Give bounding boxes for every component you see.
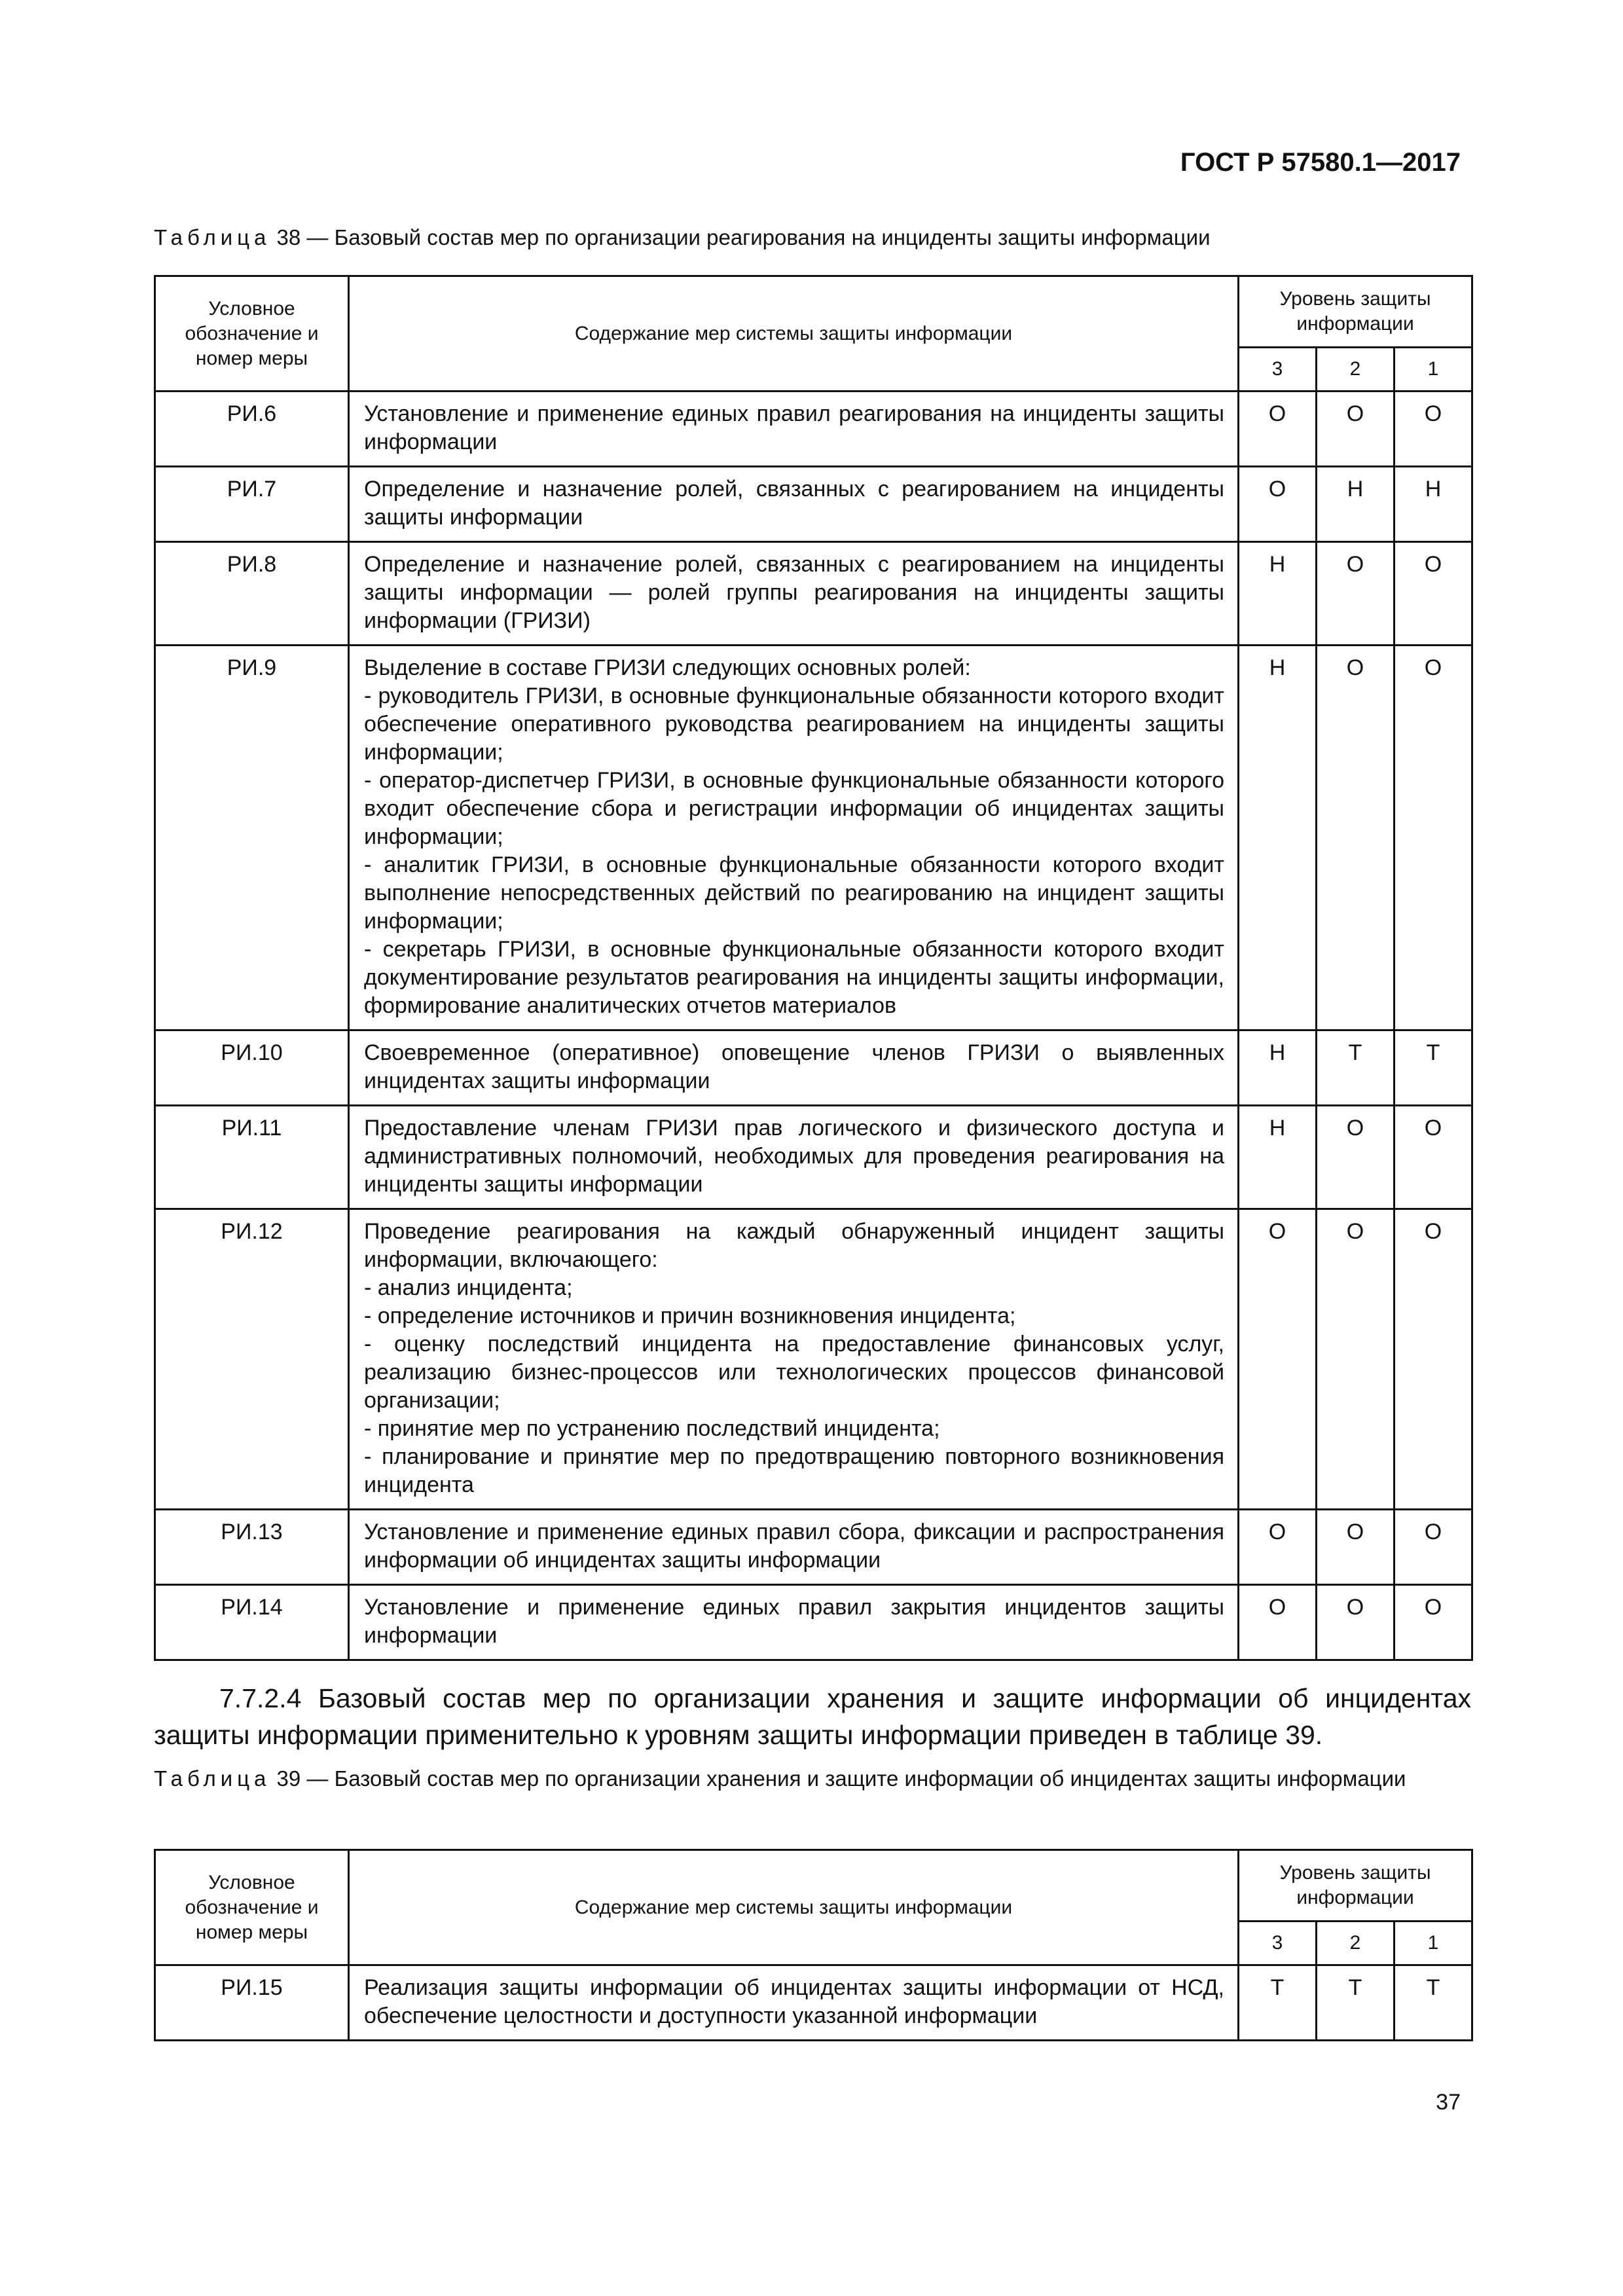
table-38-caption xyxy=(154,223,1471,252)
level-2-value: Т xyxy=(1317,1965,1395,2041)
description-line: - секретарь ГРИЗИ, в основные функциональные обязанности которого входит документирование результатов реагирования на инциденты защиты информации, формирование аналитических отчетов материалов xyxy=(364,937,1224,1018)
header-level: Уровень защиты информации xyxy=(1239,276,1472,348)
measure-code: РИ.6 xyxy=(155,392,349,467)
description-line: Предоставление членам ГРИЗИ прав логического и физического доступа и административных полномочий, необходимых для проведения реагирования на инциденты защиты информации xyxy=(364,1116,1224,1197)
measure-code: РИ.10 xyxy=(155,1030,349,1106)
section-paragraph: 7.7.2.4 Базовый состав мер по организации хранения и защите информации об инцидентах защиты информации применительно к уровням защиты информации приведен в таблице 39. xyxy=(154,1683,1471,1750)
header-content: Содержание мер системы защиты информации xyxy=(349,276,1239,392)
header-code: Условное обозначение и номер меры xyxy=(155,276,349,392)
description-line: Определение и назначение ролей, связанных с реагированием на инциденты защиты информации — ролей группы реагирования на инциденты защиты информации (ГРИЗИ) xyxy=(364,552,1224,633)
measure-description xyxy=(349,1030,1239,1106)
measure-description xyxy=(349,1106,1239,1209)
level-1-value: О xyxy=(1395,542,1472,646)
level-3-value: Т xyxy=(1239,1965,1317,2041)
table-row xyxy=(155,1965,1472,2041)
level-2-value: О xyxy=(1317,542,1395,646)
level-1-value: О xyxy=(1395,1209,1472,1510)
level-2-value: О xyxy=(1317,1209,1395,1510)
level-3-value: О xyxy=(1239,467,1317,542)
level-1-value: О xyxy=(1395,1106,1472,1209)
description-line: - руководитель ГРИЗИ, в основные функциональные обязанности которого входит обеспечение оперативного руководства реагированием на инциденты защиты информации; xyxy=(364,683,1224,765)
header-level-3: 3 xyxy=(1239,348,1317,392)
table-38 xyxy=(154,275,1473,1661)
level-3-value: О xyxy=(1239,1209,1317,1510)
table-row xyxy=(155,467,1472,542)
description-line: - анализ инцидента; xyxy=(364,1275,573,1300)
table-row xyxy=(155,1106,1472,1209)
measure-code: РИ.8 xyxy=(155,542,349,646)
level-2-value: О xyxy=(1317,1585,1395,1660)
document-number: ГОСТ Р 57580.1—2017 xyxy=(1180,148,1461,177)
level-1-value: О xyxy=(1395,646,1472,1030)
table-row xyxy=(155,1510,1472,1585)
level-3-value: О xyxy=(1239,392,1317,467)
description-line: Своевременное (оперативное) оповещение членов ГРИЗИ о выявленных инцидентах защиты информации xyxy=(364,1040,1224,1093)
caption-label: Таблица xyxy=(154,225,271,249)
level-2-value: О xyxy=(1317,1106,1395,1209)
level-3-value: Н xyxy=(1239,542,1317,646)
caption-text: 38 — Базовый состав мер по организации реагирования на инциденты защиты информации xyxy=(270,225,1211,249)
caption-label: Таблица xyxy=(154,1766,271,1791)
header-level: Уровень защиты информации xyxy=(1239,1850,1472,1922)
description-line: - принятие мер по устранению последствий инцидента; xyxy=(364,1416,940,1441)
level-1-value: Н xyxy=(1395,467,1472,542)
measure-description xyxy=(349,1585,1239,1660)
description-line: Выделение в составе ГРИЗИ следующих основных ролей: xyxy=(364,655,971,680)
description-line: Реализация защиты информации об инцидентах защиты информации от НСД, обеспечение целостности и доступности указанной информации xyxy=(364,1975,1224,2028)
page-number: 37 xyxy=(1436,2090,1461,2115)
level-2-value: Т xyxy=(1317,1030,1395,1106)
level-2-value: О xyxy=(1317,1510,1395,1585)
header-level-1: 1 xyxy=(1395,1922,1472,1965)
header-level-2: 2 xyxy=(1317,348,1395,392)
description-line: - оценку последствий инцидента на предоставление финансовых услуг, реализацию бизнес-процессов или технологических процессов финансовой организации; xyxy=(364,1332,1224,1413)
level-2-value: О xyxy=(1317,392,1395,467)
caption-text: 39 — Базовый состав мер по организации хранения и защите информации об инцидентах защиты информации xyxy=(270,1766,1406,1791)
level-1-value: О xyxy=(1395,1585,1472,1660)
measure-code: РИ.15 xyxy=(155,1965,349,2041)
measure-description xyxy=(349,542,1239,646)
header-code: Условное обозначение и номер меры xyxy=(155,1850,349,1965)
level-3-value: О xyxy=(1239,1585,1317,1660)
measure-description xyxy=(349,1209,1239,1510)
level-3-value: Н xyxy=(1239,1030,1317,1106)
description-line: Определение и назначение ролей, связанных с реагированием на инциденты защиты информации xyxy=(364,477,1224,530)
level-1-value: О xyxy=(1395,1510,1472,1585)
description-line: Проведение реагирования на каждый обнаруженный инцидент защиты информации, включающего: xyxy=(364,1219,1224,1272)
table-row xyxy=(155,1585,1472,1660)
header-level-1: 1 xyxy=(1395,348,1472,392)
description-line: - планирование и принятие мер по предотвращению повторного возникновения инцидента xyxy=(364,1444,1224,1497)
description-line: - аналитик ГРИЗИ, в основные функциональные обязанности которого входит выполнение непосредственных действий по реагированию на инцидент защиты информации; xyxy=(364,852,1224,934)
table-row xyxy=(155,392,1472,467)
level-1-value: Т xyxy=(1395,1030,1472,1106)
measure-code: РИ.7 xyxy=(155,467,349,542)
measure-code: РИ.11 xyxy=(155,1106,349,1209)
measure-description xyxy=(349,646,1239,1030)
measure-description xyxy=(349,1965,1239,2041)
description-line: Установление и применение единых правил сбора, фиксации и распространения информации об инцидентах защиты информации xyxy=(364,1520,1224,1573)
table-row xyxy=(155,1209,1472,1510)
level-1-value: О xyxy=(1395,392,1472,467)
description-line: Установление и применение единых правил закрытия инцидентов защиты информации xyxy=(364,1595,1224,1648)
measure-description xyxy=(349,1510,1239,1585)
description-line: Установление и применение единых правил реагирования на инциденты защиты информации xyxy=(364,401,1224,454)
measure-code: РИ.9 xyxy=(155,646,349,1030)
measure-description xyxy=(349,392,1239,467)
level-2-value: О xyxy=(1317,646,1395,1030)
header-level-2: 2 xyxy=(1317,1922,1395,1965)
table-row xyxy=(155,646,1472,1030)
level-3-value: Н xyxy=(1239,646,1317,1030)
table-row xyxy=(155,542,1472,646)
level-3-value: О xyxy=(1239,1510,1317,1585)
measure-description xyxy=(349,467,1239,542)
description-line: - оператор-диспетчер ГРИЗИ, в основные функциональные обязанности которого входит обеспечение сбора и регистрации информации об инцидентах защиты информации; xyxy=(364,768,1224,849)
header-level-3: 3 xyxy=(1239,1922,1317,1965)
table-39 xyxy=(154,1849,1473,2041)
header-content: Содержание мер системы защиты информации xyxy=(349,1850,1239,1965)
measure-code: РИ.12 xyxy=(155,1209,349,1510)
level-1-value: Т xyxy=(1395,1965,1472,2041)
table-39-caption xyxy=(154,1764,1471,1793)
level-3-value: Н xyxy=(1239,1106,1317,1209)
table-row xyxy=(155,1030,1472,1106)
level-2-value: Н xyxy=(1317,467,1395,542)
measure-code: РИ.13 xyxy=(155,1510,349,1585)
measure-code: РИ.14 xyxy=(155,1585,349,1660)
description-line: - определение источников и причин возникновения инцидента; xyxy=(364,1303,1016,1328)
